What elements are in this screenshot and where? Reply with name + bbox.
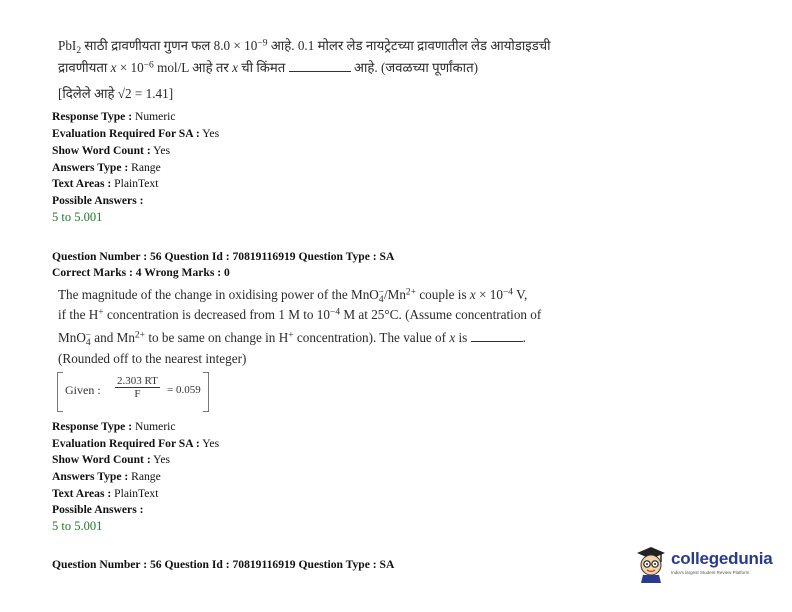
answer-blank [471, 330, 523, 342]
left-bracket [57, 372, 63, 412]
response-type-2: Response Type : Numeric [52, 420, 176, 433]
q55-line-2: द्रावणीयता $x \times 10^{-6}$ mol/L आहे तर x ची किंमत आहे. (जवळच्या पूर्णांकात) [58, 60, 478, 75]
logo-wordmark: collegedunia [671, 549, 773, 568]
answers-type-1: Answers Type : Range [52, 161, 161, 174]
text-areas-1: Text Areas : PlainText [52, 177, 159, 190]
possible-answers-label-2: Possible Answers : [52, 503, 144, 516]
response-type-1: Response Type : Numeric [52, 110, 176, 123]
given-value: = 0.059 [167, 384, 201, 396]
given-label: Given : [65, 383, 101, 397]
student-mascot-icon [633, 543, 669, 583]
q56-line-4: (Rounded off to the nearest integer) [58, 351, 247, 366]
given-fraction: $\frac{2.303 RT}{F}$ [117, 375, 158, 400]
marks-line-56: Correct Marks : 4 Wrong Marks : 0 [52, 266, 230, 279]
text-areas-2: Text Areas : PlainText [52, 487, 159, 500]
evaluation-required-1: Evaluation Required For SA : Yes [52, 127, 220, 140]
collegedunia-logo[interactable] [633, 543, 773, 585]
q55-given: [दिलेले आहे √2 = 1.41] [58, 86, 174, 101]
question-header-56: Question Number : 56 Question Id : 70819116919 Question Type : SA [52, 250, 395, 263]
logo-tagline: India's largest Student Review Platform [671, 570, 750, 575]
answer-blank [289, 60, 351, 72]
q56-line-3: MnO$_4$− and $Mn^{2+}$ to be same on change in H+ concentration). The value of x is . [58, 330, 526, 348]
answers-type-2: Answers Type : Range [52, 470, 161, 483]
right-bracket [203, 372, 209, 412]
q56-line-2: if the H+ concentration is decreased from 1 M to $10^{-4}$ M at 25°C. (Assume concentration of [58, 307, 542, 322]
possible-answers-value-1: 5 to 5.001 [52, 210, 103, 224]
q56-line-1: The magnitude of the change in oxidising power of the $MnO_4^-/Mn^{2+}$ couple is $x \times 10^{-4}$ V, [58, 287, 528, 305]
given-formula [57, 372, 209, 412]
q55-line-1: PbI$_2$ साठी द्रावणीयता गुणन फल $8.0 \times 10^{-9}$ आहे. 0.1 मोलर लेड नायट्रेटच्या द्रावणातील लेड आयोडाइडची [58, 38, 551, 56]
evaluation-required-2: Evaluation Required For SA : Yes [52, 437, 220, 450]
possible-answers-value-2: 5 to 5.001 [52, 519, 103, 533]
show-word-count-1: Show Word Count : Yes [52, 144, 171, 157]
show-word-count-2: Show Word Count : Yes [52, 453, 171, 466]
question-header-56b: Question Number : 56 Question Id : 70819116919 Question Type : SA [52, 558, 395, 571]
possible-answers-label-1: Possible Answers : [52, 194, 144, 207]
